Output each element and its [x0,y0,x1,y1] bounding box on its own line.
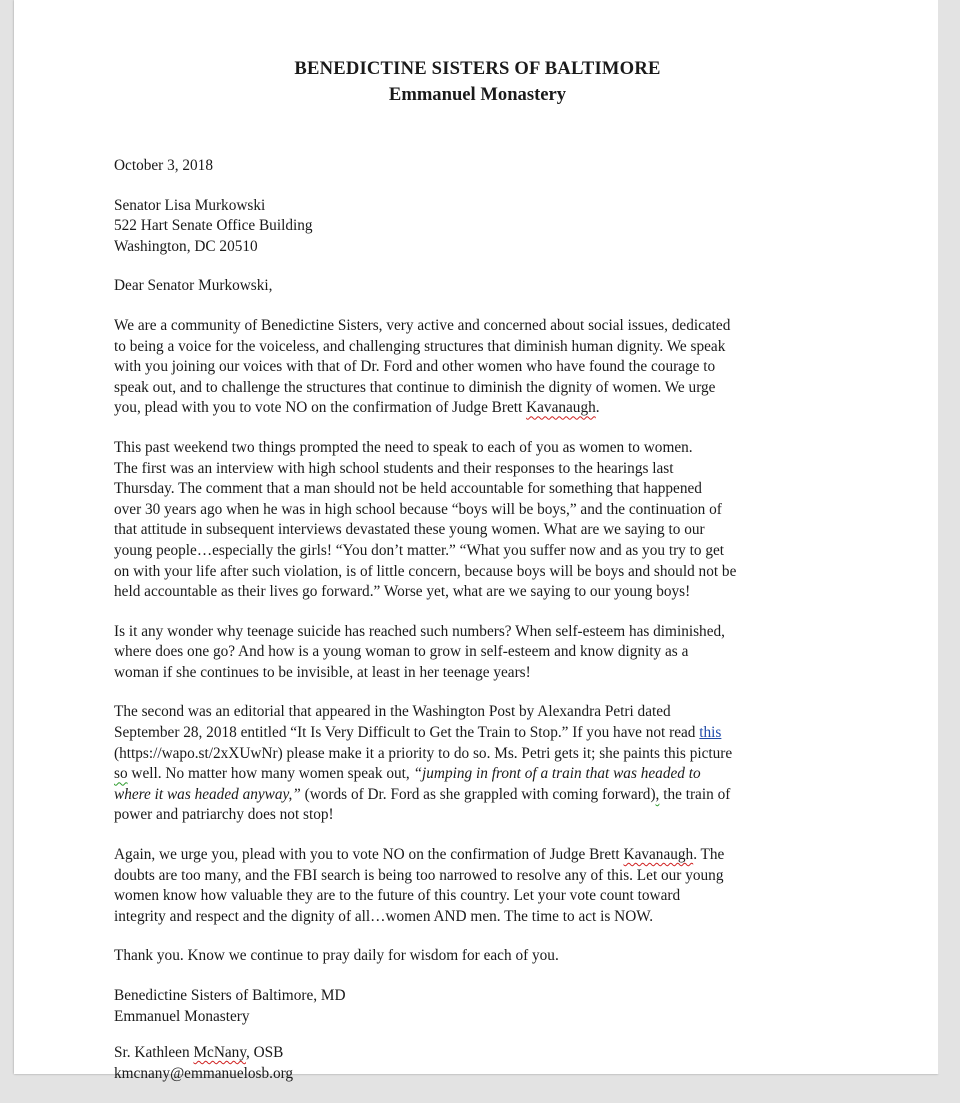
paragraph-3 [114,622,849,684]
paragraph-line: with you joining our voices with that of Dr. Ford and other women who have found the courage to [114,358,716,376]
letter-date: October 3, 2018 [114,157,213,174]
paragraph-line: held accountable as their lives go forward.” Worse yet, what are we saying to our young boys! [114,583,691,601]
text-run: the train of [659,785,731,803]
paragraph-5 [114,845,849,927]
recipient-name: Senator Lisa Murkowski [114,196,266,214]
closing-line: Thank you. Know we continue to pray daily for wisdom for each of you. [114,947,559,965]
letter-body [114,56,849,1103]
spellcheck-flagged-word[interactable]: Kavanaugh [623,846,694,864]
quote-italic: “jumping in front of a train that was headed to [413,765,701,783]
paragraph-line [114,398,849,419]
text-run: you, plead with you to vote NO on the confirmation of Judge Brett [114,399,527,417]
letterhead-organization: BENEDICTINE SISTERS OF BALTIMORE [294,58,661,79]
letterhead [106,56,849,108]
text-run: . [595,399,600,417]
paragraph-line: to being a voice for the voiceless, and challenging structures that diminish human dignity. We speak [114,337,726,355]
paragraph-line: power and patriarchy does not stop! [114,806,334,824]
paragraph-line: speak out, and to challenge the structures that continue to diminish the dignity of women. We urge [114,378,716,396]
paragraph-4 [114,702,849,826]
paragraph-1 [114,316,849,419]
paragraph-line [114,723,849,744]
recipient-address [114,196,849,258]
letterhead-subtitle: Emmanuel Monastery [388,84,567,105]
text-run: Sr. Kathleen [114,1044,194,1062]
paragraph-line: The second was an editorial that appeared in the Washington Post by Alexandra Petri dated [114,703,671,721]
signer-name [114,1043,849,1064]
paragraph-line: This past weekend two things prompted the need to speak to each of you as women to women. [114,438,693,456]
paragraph-line [114,785,849,806]
paragraph-line: women know how valuable they are to the future of this country. Let your vote count toward [114,887,681,905]
recipient-address-line-1: 522 Hart Senate Office Building [114,217,313,235]
paragraph-line: The first was an interview with high school students and their responses to the hearings last [114,459,674,477]
text-run: . The [693,846,725,864]
paragraph-line: woman if she continues to be invisible, at least in her teenage years! [114,663,531,681]
paragraph-line: young people…especially the girls! “You don’t matter.” “What you suffer now and as you try to get [114,541,725,559]
paragraph-line: over 30 years ago when he was in high school because “boys will be boys,” and the continuation of [114,500,722,518]
recipient-address-line-2: Washington, DC 20510 [114,237,258,255]
paragraph-line: where does one go? And how is a young woman to grow in self-esteem and know dignity as a [114,643,689,661]
signature-org-line-1: Benedictine Sisters of Baltimore, MD [114,987,346,1004]
spellcheck-flagged-word[interactable]: Kavanaugh [526,399,596,417]
paragraph-2 [114,438,849,603]
paragraph-line: Thursday. The comment that a man should not be held accountable for something that happened [114,480,702,498]
paragraph-line: doubts are too many, and the FBI search is being too narrowed to resolve any of this. Let our young [114,866,724,884]
spellcheck-flagged-word[interactable]: McNany [193,1044,246,1062]
paragraph-line [114,764,849,785]
signer-email: kmcnany@emmanuelosb.org [114,1064,294,1082]
signer-block [114,1043,849,1084]
salutation: Dear Senator Murkowski, [114,277,273,295]
paragraph-line: integrity and respect and the dignity of all…women AND men. The time to act is NOW. [114,907,654,925]
document-page [14,0,938,1082]
text-run: (words of Dr. Ford as she grappled with coming forward) [300,785,656,803]
paragraph-line: We are a community of Benedictine Sisters, very active and concerned about social issues, dedicated [114,316,731,334]
signature-organization [114,986,849,1027]
quote-italic: where it was headed anyway,” [114,785,301,803]
grammar-flagged-word[interactable]: so [114,765,128,783]
signature-org-line-2: Emmanuel Monastery [114,1007,250,1025]
article-link[interactable]: this [699,724,722,742]
text-run: September 28, 2018 entitled “It Is Very Difficult to Get the Train to Stop.” If you have not read [114,724,700,742]
grammar-flagged-punctuation[interactable]: , [655,785,660,803]
paragraph-line: (https://wapo.st/2xXUwNr) please make it a priority to do so. Ms. Petri gets it; she paints this picture [114,744,733,762]
paragraph-line: Is it any wonder why teenage suicide has reached such numbers? When self-esteem has diminished, [114,622,725,640]
paragraph-line [114,845,849,866]
text-run: well. No matter how many women speak out, [127,765,414,783]
window-edge [938,0,960,1074]
paragraph-line: that attitude in subsequent interviews devastated these young women. What are we saying to our [114,521,705,539]
text-run: Again, we urge you, plead with you to vote NO on the confirmation of Judge Brett [114,846,624,864]
paragraph-line: on with your life after such violation, is of little concern, because boys will be boys and should not be [114,562,737,580]
text-run: , OSB [245,1044,284,1062]
